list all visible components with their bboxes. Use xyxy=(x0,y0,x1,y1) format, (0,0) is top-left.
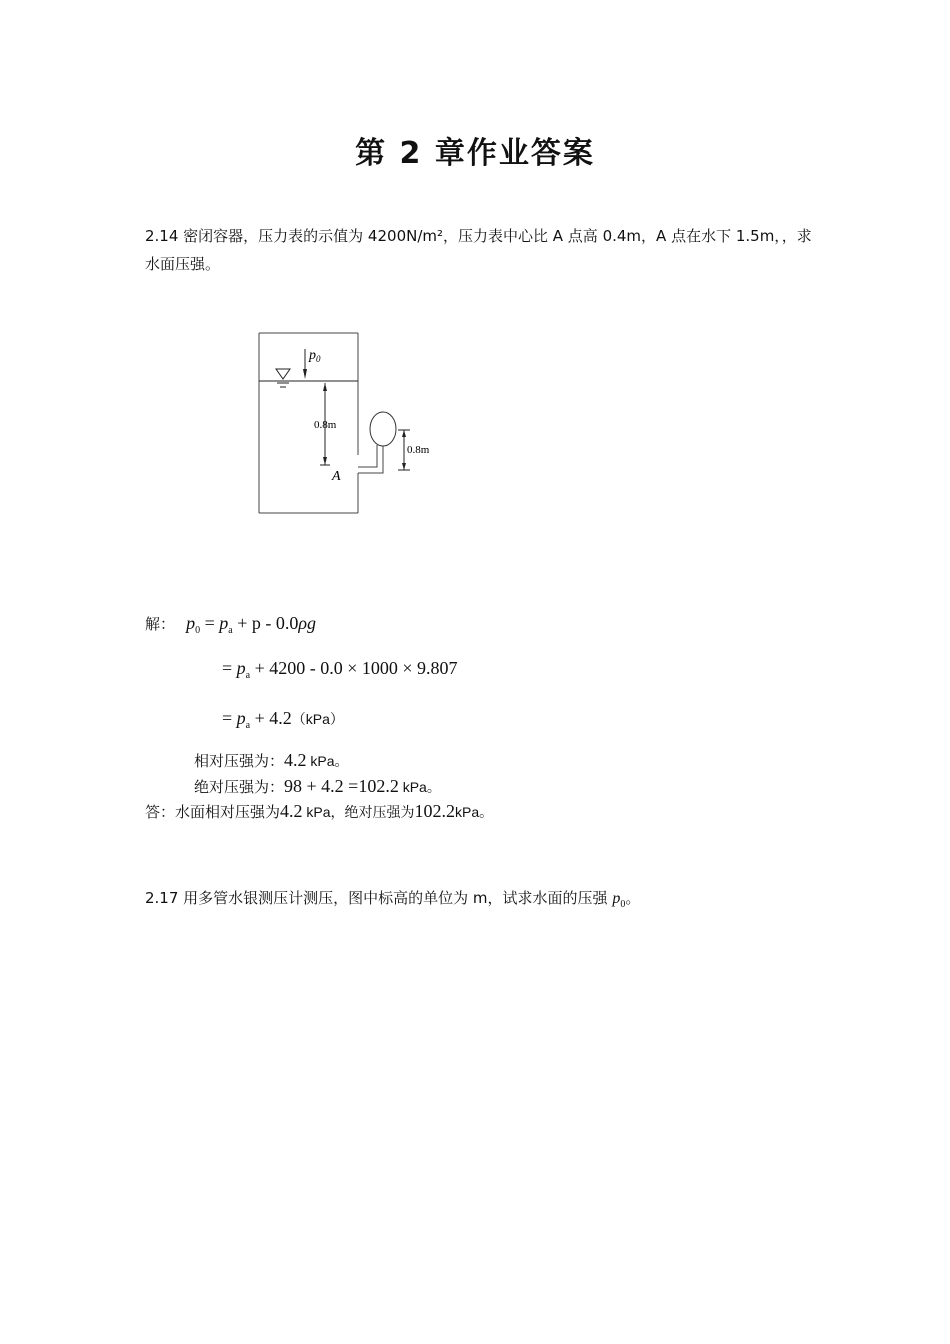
pressure-gauge xyxy=(370,412,396,446)
gauge-height-label: 0.8m xyxy=(407,444,430,456)
solution-prefix: 解： xyxy=(145,615,176,633)
page-title: 第 2 章作业答案 xyxy=(355,136,595,171)
absolute-pressure: 绝对压强为：98 + 4.2 =102.2 kPa。 xyxy=(194,776,441,796)
relative-pressure: 相对压强为：4.2 kPa。 xyxy=(194,750,349,770)
gauge-pipe xyxy=(358,445,383,473)
answer-line: 答：水面相对压强为4.2 kPa，绝对压强为102.2kPa。 xyxy=(145,801,494,821)
problem-2-14-line1: 2.14 密闭容器，压力表的示值为 4200N/m²，压力表中心比 A 点高 0.4m，A 点在水下 1.5m，，求 xyxy=(145,227,812,245)
point-a-label: A xyxy=(332,469,341,484)
problem-2-17: 2.17 用多管水银测压计测压，图中标高的单位为 m，试求水面的压强 $p_0$。 xyxy=(145,889,641,910)
p0-label: $p_0$ xyxy=(309,348,321,364)
depth-label: 0.8m xyxy=(314,419,337,431)
problem-2-14-line2: 水面压强。 xyxy=(145,255,221,273)
container-figure xyxy=(250,325,450,525)
problem-2-14 xyxy=(145,222,825,278)
solution-line-1: 解： $p_0 = p_a + p - 0.0\rho g$ xyxy=(145,613,317,636)
solution-line-3: = $p_a + 4.2(kPa)$ xyxy=(222,708,344,731)
solution-line-2: = $p_a + 4200 - 0.0 \times 1000 \times 9.807$ xyxy=(222,658,458,681)
free-surface-icon xyxy=(276,369,290,379)
